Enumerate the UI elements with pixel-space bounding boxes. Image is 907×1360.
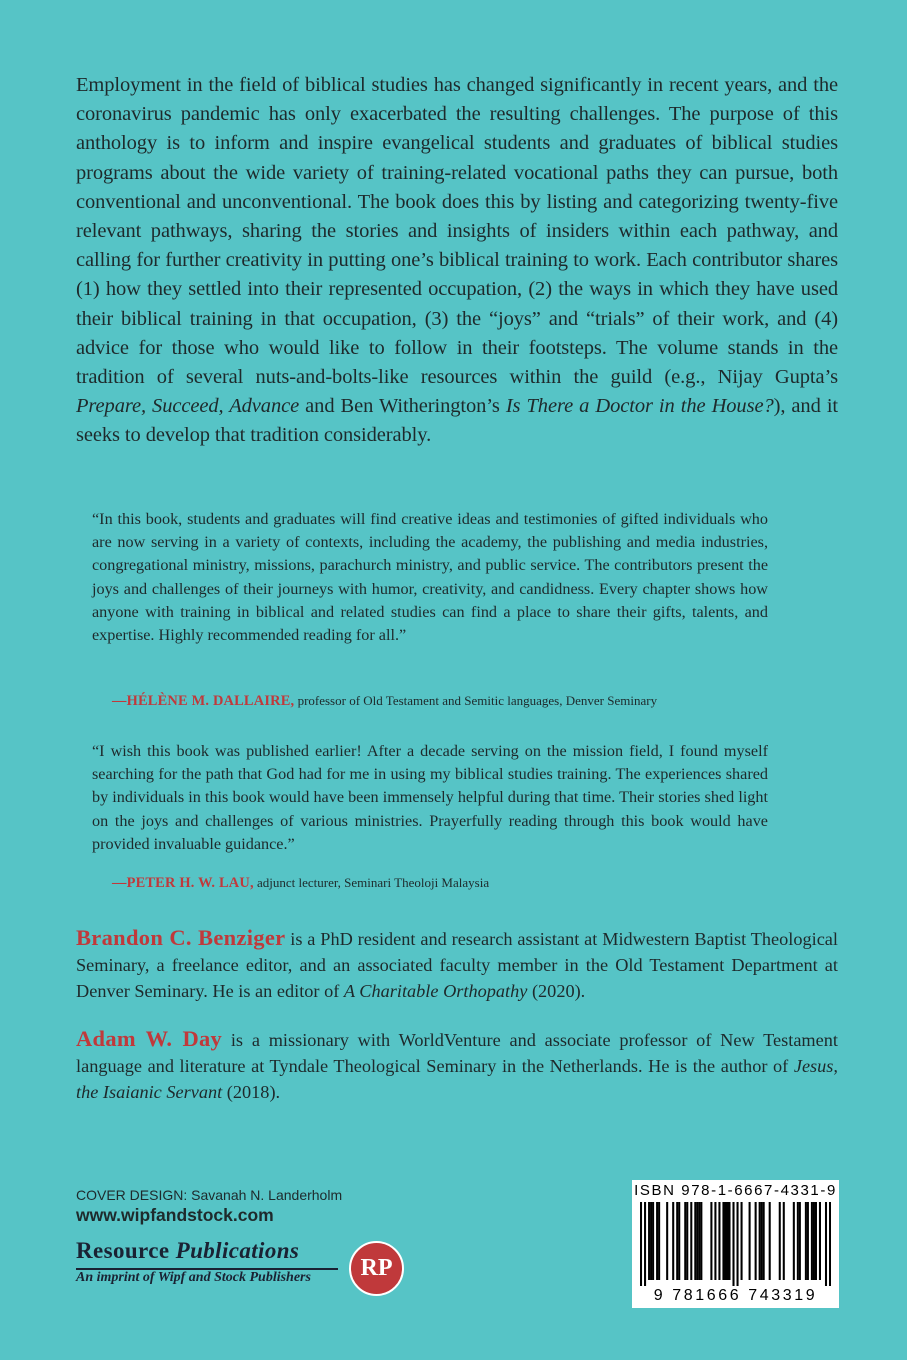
rp-logo-icon: RP (349, 1241, 404, 1296)
barcode-bar (763, 1202, 765, 1280)
barcode-bar (779, 1202, 781, 1280)
barcode-bar (652, 1202, 654, 1280)
cover-design-credit: COVER DESIGN: Savanah N. Landerholm (76, 1187, 343, 1203)
barcode-bar (726, 1202, 728, 1280)
barcode-bar (722, 1202, 724, 1280)
publisher-website: www.wipfandstock.com (76, 1205, 274, 1225)
barcode-bar (797, 1202, 799, 1280)
barcode-bar (728, 1202, 730, 1280)
barcode-bar (648, 1202, 650, 1280)
publisher-name (76, 1238, 299, 1264)
imprint-prefix: An imprint of (76, 1270, 158, 1285)
barcode-bar (783, 1202, 785, 1280)
barcode-bar (710, 1202, 712, 1280)
book-title-reference: Jesus, the Isaianic Servant (76, 1056, 838, 1102)
barcode-bar (815, 1202, 817, 1280)
barcode-bar (644, 1202, 646, 1286)
description-text: ), and it seeks to develop that tradition considerably. (76, 395, 839, 447)
barcode-bar (732, 1202, 734, 1286)
barcode-bar (656, 1202, 658, 1280)
barcode-bar (811, 1202, 813, 1280)
bio-text: (2018). (222, 1082, 281, 1102)
isbn-label: ISBN 978-1-6667-4331-9 (634, 1182, 837, 1199)
book-description (76, 71, 838, 451)
barcode-bar (724, 1202, 726, 1280)
isbn-barcode (632, 1180, 839, 1308)
barcode-bar (666, 1202, 668, 1280)
barcode-bar (650, 1202, 652, 1280)
barcode-bar (759, 1202, 761, 1280)
barcode-bar (805, 1202, 807, 1280)
endorsement-attribution (112, 874, 489, 892)
author-bio (76, 1026, 838, 1105)
description-text: Employment in the field of biblical studies has changed significantly in recent years, and the coronavirus pandemic has only exacerbated the resulting challenges. The purpose of this anthology is to inform and inspire evangelical students and graduates of biblical studies programs about the wide variety of training-related vocational paths they can pursue, both conventional and unconventional. The book does this by listing and categorizing twenty-five relevant pathways, sharing the stories and insights of insiders within each pathway, and calling for further creativity in putting one’s biblical training to work. Each contributor shares (1) how they settled into their represented occupation, (2) the ways in which they have used their biblical training in that occupation, (3) the “joys” and “trials” of their work, and (4) advice for those who would like to follow in their footsteps. The volume stands in the tradition of several nuts-and-bolts-like resources within the guild (e.g., Nijay Gupta’s (76, 74, 838, 389)
endorser-role: adjunct lecturer, Seminari Theoloji Malaysia (253, 875, 490, 890)
barcode-bar (676, 1202, 678, 1280)
publisher-name-italic: Publications (175, 1238, 300, 1263)
publisher-name-roman: Resource (76, 1238, 176, 1263)
barcode-bar (799, 1202, 801, 1280)
book-title-reference: Prepare, Succeed, Advance (76, 395, 300, 418)
imprint-name: Wipf and Stock Publishers (157, 1270, 311, 1285)
author-name: Brandon C. Benziger (76, 925, 286, 950)
barcode-digits: 9 781666 743319 (653, 1287, 818, 1304)
barcode-bar (678, 1202, 680, 1280)
attribution-dash: — (112, 693, 127, 709)
author-name: Adam W. Day (76, 1026, 223, 1051)
barcode-bar (807, 1202, 809, 1280)
barcode-bar (769, 1202, 771, 1280)
barcode-bar (741, 1202, 743, 1280)
author-bio (76, 925, 838, 1004)
barcode-bar (737, 1202, 739, 1286)
barcode-bar (755, 1202, 757, 1280)
barcode-bar (714, 1202, 716, 1280)
endorsement-attribution (112, 692, 657, 710)
barcode-bar (819, 1202, 821, 1280)
barcode-bar (696, 1202, 698, 1280)
description-text: and Ben Witherington’s (299, 395, 506, 418)
barcode-bar (684, 1202, 686, 1280)
endorsement-quote: “I wish this book was published earlier! After a decade serving on the mission field, I found myself searching for the path that God had for me in using my biblical studies training. The experiences shared by individuals in this book would have been immensely helpful during that time. Their stories shed light on the joys and challenges of various ministries. Prayerfully reading through this book would have provided invaluable guidance.” (92, 742, 768, 853)
barcode-bar (658, 1202, 660, 1280)
endorser-name: PETER H. W. LAU, (126, 875, 254, 891)
endorser-name: HÉLÈNE M. DALLAIRE, (126, 693, 295, 709)
barcode-bar (686, 1202, 688, 1280)
endorser-role: professor of Old Testament and Semitic languages, Denver Seminary (294, 693, 658, 708)
barcode-bar (698, 1202, 700, 1280)
barcode-bar (672, 1202, 674, 1280)
book-title-reference: Is There a Doctor in the House? (505, 395, 774, 418)
barcode-bar (690, 1202, 692, 1280)
barcode-bar (694, 1202, 696, 1280)
publisher-logo-block (76, 1238, 416, 1298)
barcode-bars-icon (640, 1202, 831, 1286)
barcode-bar (825, 1202, 827, 1286)
barcode-bar (718, 1202, 720, 1280)
barcode-bar (700, 1202, 702, 1280)
barcode-bar (813, 1202, 815, 1280)
barcode-bar (749, 1202, 751, 1280)
bio-text: (2020). (527, 981, 586, 1001)
barcode-bar (640, 1202, 642, 1286)
bio-text: is a PhD resident and research assistant at Midwestern Baptist Theological Seminary, a freelance editor, and an associated faculty member in the Old Testament Department at Denver Seminary. He is an editor of (76, 929, 839, 1001)
endorsement-quote: “In this book, students and graduates will find creative ideas and testimonies of gifted individuals who are now serving in a variety of contexts, including the academy, the publishing and media industries, congregational ministry, missions, parachurch ministry, and public service. The contributors present the joys and challenges of their journeys with humor, creativity, and candidness. Every chapter shows how anyone with training in biblical and related studies can find a place to share their gifts, talents, and expertise. Highly recommended reading for all.” (92, 510, 768, 645)
imprint-line (76, 1270, 311, 1286)
attribution-dash: — (112, 875, 127, 891)
barcode-bar (793, 1202, 795, 1280)
barcode-bar (829, 1202, 831, 1286)
book-title-reference: A Charitable Orthopathy (343, 981, 528, 1001)
bio-text: is a missionary with WorldVenture and associate professor of New Testament language and literature at Tyndale Theological Seminary in the Netherlands. He is the author of (76, 1030, 838, 1076)
barcode-bar (761, 1202, 763, 1280)
